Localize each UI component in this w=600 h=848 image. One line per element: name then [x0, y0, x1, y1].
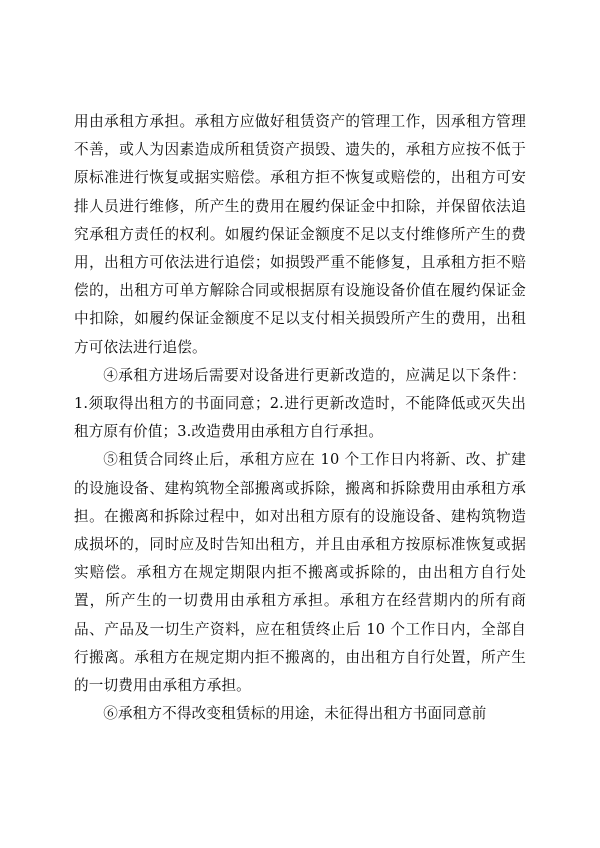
paragraph-item-5: ⑤租赁合同终止后，承租方应在 10 个工作日内将新、改、扩建的设施设备、建构筑物全部搬离或拆除，搬离和拆除费用由承租方承担。在搬离和拆除过程中，如对出租方原有的设施设备、建构筑物造成损坏的，同时应及时告知出租方，并且由承租方按原标准恢复或据实赔偿。承租方在规定期限内拒不搬离或拆除的，由出租方自行处置，所产生的一切费用由承租方承担。承租方在经营期内的所有商品、产品及一切生产资料，应在租赁终止后 10 个工作日内，全部自行搬离。承租方在规定期内拒不搬离的，由出租方自行处置，所产生的一切费用由承租方承担。 — [74, 451, 526, 695]
paragraph-continuation: 用由承租方承担。承租方应做好租赁资产的管理工作，因承租方管理不善，或人为因素造成所租赁资产损毁、遗失的，承租方应按不低于原标准进行恢复或据实赔偿。承租方拒不恢复或赔偿的，出租方可安排人员进行维修，所产生的费用在履约保证金中扣除，并保留依法追究承租方责任的权利。如履约保证金额度不足以支付维修所产生的费用，出租方可依法进行追偿；如损毁严重不能修复，且承租方拒不赔偿的，出租方可单方解除合同或根据原有设施设备价值在履约保证金中扣除，如履约保证金额度不足以支付相关损毁所产生的费用，出租方可依法进行追偿。 — [74, 113, 526, 356]
document-body — [74, 108, 526, 728]
paragraph-item-4: ④承租方进场后需要对设备进行更新改造的，应满足以下条件：1.须取得出租方的书面同意；2.进行更新改造时，不能降低或灭失出租方原有价值；3.改造费用由承租方自行承担。 — [74, 366, 526, 441]
paragraph-item-6: ⑥承租方不得改变租赁标的用途，未征得出租方书面同意前 — [103, 705, 487, 723]
